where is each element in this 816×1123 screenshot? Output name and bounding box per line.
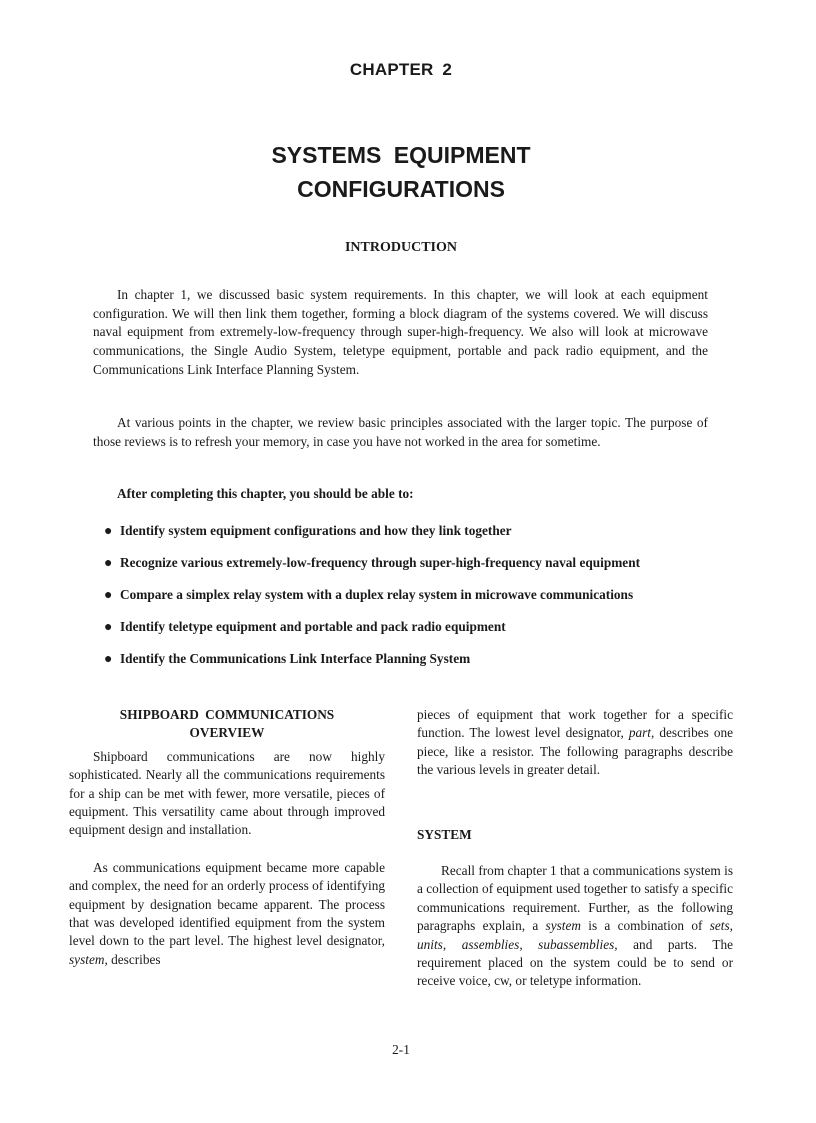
emphasis-system: system, [69,951,108,967]
bullet-icon: ● [104,620,113,635]
overview-paragraph-continued: pieces of equipment that work together for a specific function. The lowest level designator, part, describes one piece, like a resistor. The following paragraphs describe the various levels in greater detail. [417,707,734,778]
shipboard-overview-heading [69,706,385,743]
objective-item [104,522,724,554]
emphasis-component-terms: sets, units, assemblies, subassemblies, [417,918,734,952]
introduction-heading: INTRODUCTION [344,240,457,255]
emphasis-part: part, [628,725,655,741]
emphasis-system-term: system [545,918,581,934]
heading-line-2: OVERVIEW [189,725,265,741]
chapter-label: CHAPTER 2 [349,60,453,79]
objectives-list [104,522,724,682]
objective-text: Identify teletype equipment and portable and pack radio equipment [120,619,506,634]
system-heading: SYSTEM [417,826,472,842]
bullet-icon: ● [104,588,113,603]
objective-item [104,586,724,618]
bullet-icon: ● [104,556,113,571]
intro-paragraph-2: At various points in the chapter, we review basic principles associated with the larger topic. The purpose of those reviews is to refresh your memory, in case you have not worked in the area for sometime. [93,415,708,449]
intro-paragraph-1: In chapter 1, we discussed basic system requirements. In this chapter, we will look at each equipment configuration. We will then link them together, forming a block diagram of the systems covered. We will discuss naval equipment from extremely-low-frequency through super-high-frequency. We also will look at microwave communications, the Single Audio System, teletype equipment, portable and pack radio equipment, and the Communications Link Interface Planning System. [93,287,708,377]
objective-item [104,618,724,650]
heading-line-1: SHIPBOARD COMMUNICATIONS [119,707,335,722]
page-number: 2-1 [392,1042,410,1057]
chapter-title-line-2: CONFIGURATIONS [297,176,505,202]
objective-text: Identify system equipment configurations and how they link together [120,523,512,538]
right-column [417,706,733,991]
bullet-icon: ● [104,652,113,667]
objective-item [104,650,724,682]
objective-item [104,554,724,586]
objective-text: Recognize various extremely-low-frequency through super-high-frequency naval equipment [120,555,641,570]
system-paragraph: Recall from chapter 1 that a communications system is a collection of equipment used together to satisfy a specific communications requirement. Further, as the following paragraphs explain, a system is a combination of sets, units, assemblies, subassemblies, and parts. The requirement placed on the system could be to send or receive voice, cw, or teletype information. [417,863,734,989]
overview-paragraph-1: Shipboard communications are now highly sophisticated. Nearly all the communications requirements for a ship can be met with fewer, more versatile, pieces of equipment. This versatility came about through improved equipment design and installation. [69,748,385,838]
objective-text: Identify the Communications Link Interface Planning System [120,651,471,666]
bullet-icon: ● [104,524,113,539]
left-column [69,706,385,969]
chapter-title [0,138,802,206]
objectives-intro: After completing this chapter, you should be able to: [117,486,414,501]
objective-text: Compare a simplex relay system with a duplex relay system in microwave communications [120,587,634,602]
chapter-title-line-1: SYSTEMS EQUIPMENT [271,142,531,168]
overview-paragraph-2: As communications equipment became more capable and complex, the need for an orderly process of identifying equipment by designation became apparent. The process that was developed identified equipment from the system level down to the part level. The highest level designator, system, describes [69,859,385,967]
